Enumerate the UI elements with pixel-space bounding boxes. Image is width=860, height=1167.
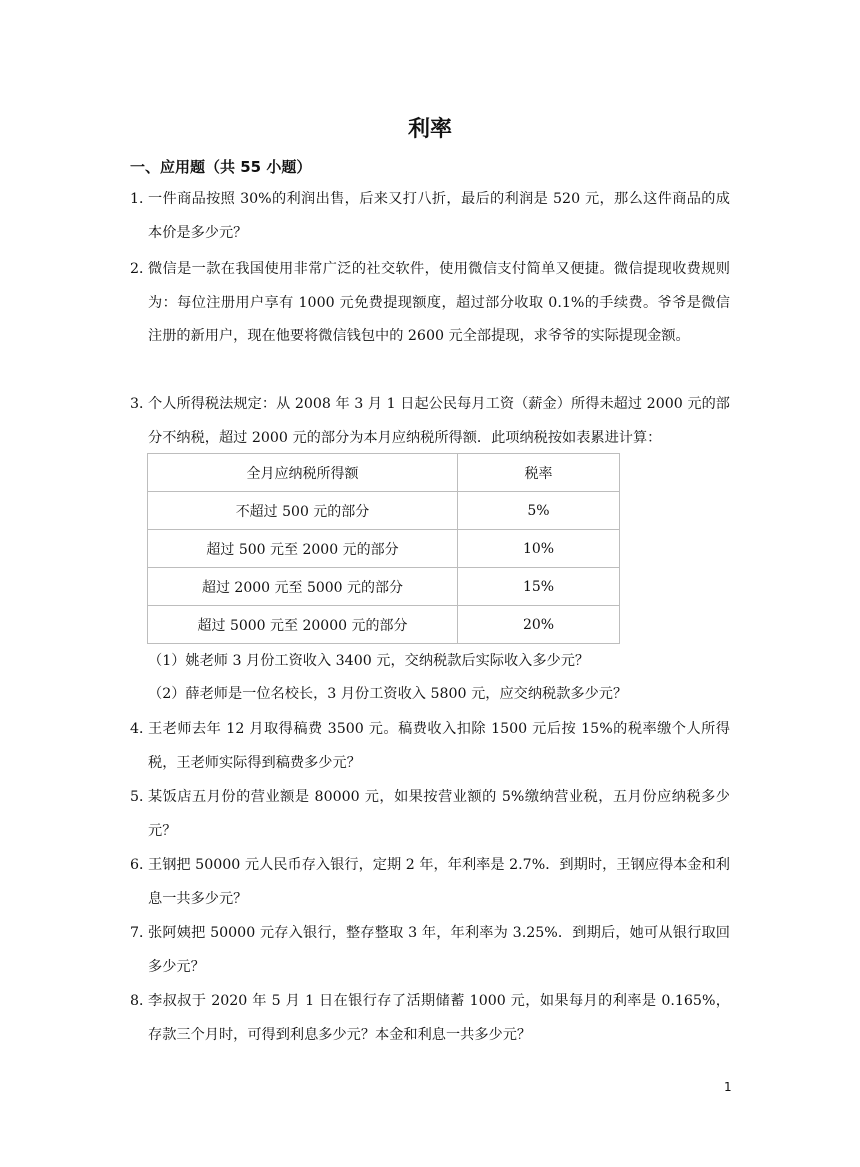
table-cell: 15%: [458, 568, 620, 606]
table-cell: 10%: [458, 530, 620, 568]
question-3: [130, 388, 730, 455]
page-title: 利率: [407, 117, 452, 142]
table-cell: 超过 5000 元至 20000 元的部分: [148, 606, 458, 644]
question-number: 3．: [130, 396, 154, 412]
page-number: 1: [724, 1080, 732, 1094]
table-cell: 超过 500 元至 2000 元的部分: [148, 530, 458, 568]
question-number: 6．: [130, 857, 154, 873]
question-5: [130, 781, 730, 848]
section-heading: 一、应用题（共 55 小题）: [130, 158, 312, 176]
table-header-cell: 全月应纳税所得额: [148, 454, 458, 492]
question-2: [130, 253, 730, 354]
table-cell: 5%: [458, 492, 620, 530]
table-header-cell: 税率: [458, 454, 620, 492]
question-text: 王钢把 50000 元人民币存入银行，定期 2 年，年利率是 2.7%．到期时，王钢应得本金和利息一共多少元？: [148, 857, 730, 907]
question-4: [130, 713, 730, 780]
question-number: 8．: [130, 993, 154, 1009]
question-text: 李叔叔于 2020 年 5 月 1 日在银行存了活期储蓄 1000 元，如果每月的利率是 0.165%，存款三个月时，可得到利息多少元？本金和利息一共多少元？: [148, 993, 730, 1043]
table-cell: 超过 2000 元至 5000 元的部分: [148, 568, 458, 606]
question-number: 2．: [130, 261, 154, 277]
question-text: 某饭店五月份的营业额是 80000 元，如果按营业额的 5%缴纳营业税，五月份应纳税多少元？: [148, 789, 730, 839]
table-cell: 20%: [458, 606, 620, 644]
question-text: 一件商品按照 30%的利润出售，后来又打八折，最后的利润是 520 元，那么这件商品的成本价是多少元？: [148, 191, 730, 241]
table-row: [148, 568, 620, 606]
subquestion-1: （1）姚老师 3 月份工资收入 3400 元，交纳税款后实际收入多少元？: [148, 653, 590, 669]
question-number: 1．: [130, 191, 154, 207]
question-8: [130, 985, 730, 1052]
question-number: 7．: [130, 925, 154, 941]
subquestion-2: （2）薛老师是一位名校长，3 月份工资收入 5800 元，应交纳税款多少元？: [148, 686, 628, 702]
question-text: 张阿姨把 50000 元存入银行，整存整取 3 年，年利率为 3.25%．到期后，她可从银行取回多少元？: [148, 925, 730, 975]
table-row: [148, 606, 620, 644]
table-row: [148, 492, 620, 530]
question-number: 5．: [130, 789, 154, 805]
question-text: 个人所得税法规定：从 2008 年 3 月 1 日起公民每月工资（薪金）所得未超过 2000 元的部分不纳税，超过 2000 元的部分为本月应纳税所得额．此项纳税按如表累进计算：: [148, 396, 730, 446]
question-number: 4．: [130, 721, 154, 737]
table-header-row: [148, 454, 620, 492]
table-cell: 不超过 500 元的部分: [148, 492, 458, 530]
question-text: 微信是一款在我国使用非常广泛的社交软件，使用微信支付简单又便捷。微信提现收费规则为：每位注册用户享有 1000 元免费提现额度，超过部分收取 0.1%的手续费。爷爷是微信注册的新用户，现在他要将微信钱包中的 2600 元全部提现，求爷爷的实际提现金额。: [148, 261, 730, 344]
question-7: [130, 917, 730, 984]
question-6: [130, 849, 730, 916]
question-1: [130, 183, 730, 250]
table-row: [148, 530, 620, 568]
tax-rate-table: [147, 453, 620, 644]
question-text: 王老师去年 12 月取得稿费 3500 元。稿费收入扣除 1500 元后按 15%的税率缴个人所得税，王老师实际得到稿费多少元？: [148, 721, 730, 771]
